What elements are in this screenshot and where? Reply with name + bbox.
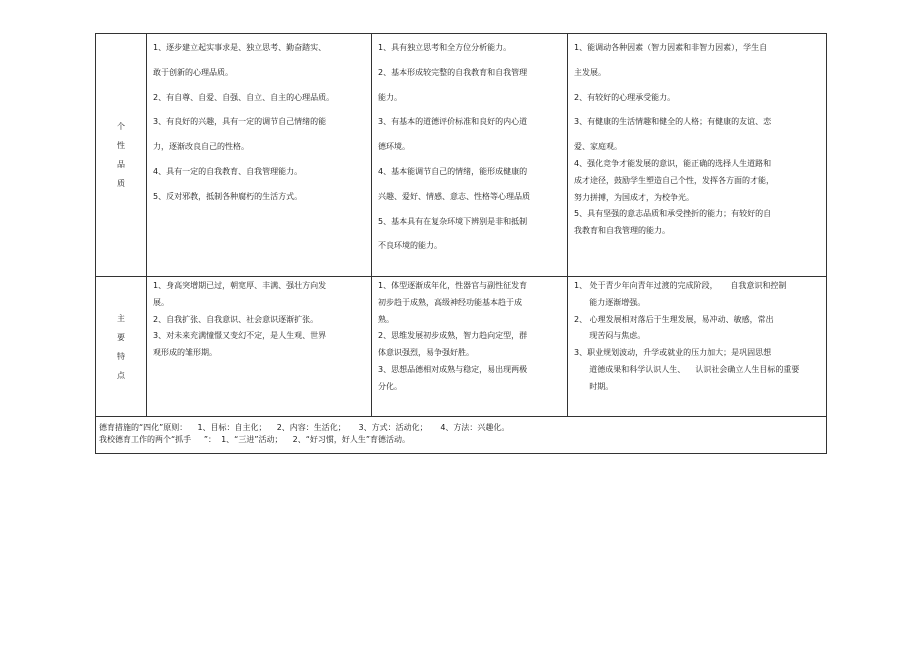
cell-line: 3、对未来充满憧憬又变幻不定，是人生观、世界	[153, 331, 327, 341]
cell-line: 2、思维发展初步成熟，智力趋向定型，群	[378, 331, 528, 341]
cell-line: 3、思想品德相对成熟与稳定，易出现两极	[378, 364, 528, 374]
row-header-char: 性	[117, 141, 125, 150]
cell-line: 5、基本具有在复杂环境下辨别是非和抵制	[378, 216, 528, 226]
cell-line: 敢于创新的心理品质。	[153, 67, 233, 77]
cell-line: 3、有健康的生活情趣和健全的人格；有健康的友谊、恋	[574, 117, 772, 127]
cell-line: 2、有较好的心理承受能力。	[574, 92, 676, 102]
moral-education-table	[95, 33, 827, 454]
cell-characteristics-grade-1	[147, 277, 372, 417]
cell-line: 爱、家庭观。	[574, 142, 622, 152]
cell-line: 现苦闷与焦虑。	[574, 331, 646, 341]
cell-line: 我教育和自我管理的能力。	[574, 226, 670, 236]
cell-line: 能力逐渐增强。	[574, 297, 646, 307]
cell-line: 能力。	[378, 92, 402, 102]
row-header-char: 个	[117, 122, 125, 131]
cell-line: 分化。	[378, 381, 402, 391]
footer-activities-line: 我校德育工作的两个“抓手 ”： 1、“三进”活动； 2、“好习惯，好人生”育德活动。	[99, 435, 411, 444]
row-header-personality	[96, 34, 147, 277]
document-sheet	[95, 33, 826, 454]
cell-line: 1、体型逐渐成年化，性器官与副性征发育	[378, 281, 528, 290]
table-row-footer	[96, 417, 827, 454]
table-row-characteristics	[96, 277, 827, 417]
cell-line: 时期。	[574, 381, 614, 391]
table-row-personality	[96, 34, 827, 277]
cell-line: 道德成果和科学认识人生、 认识社会确立人生目标的重要	[574, 364, 800, 374]
cell-line: 兴趣、爱好、情感、意志、性格等心理品质	[378, 191, 530, 201]
cell-line: 努力拼搏，为国成才，为校争光。	[574, 192, 694, 202]
cell-line: 1、能调动各种因素（智力因素和非智力因素），学生自	[574, 43, 768, 52]
cell-characteristics-grade-2	[372, 277, 568, 417]
cell-line: 德环境。	[378, 142, 410, 152]
cell-line: 熟。	[378, 314, 394, 324]
row-header-characteristics	[96, 277, 147, 417]
cell-line: 4、具有一定的自我教育、自我管理能力。	[153, 166, 303, 176]
cell-line: 成才途径，鼓励学生塑造自己个性，发挥各方面的才能，	[574, 175, 774, 185]
row-header-char: 特	[117, 351, 125, 361]
cell-line: 5、反对邪教，抵制各种腐朽的生活方式。	[153, 191, 303, 201]
cell-line: 3、职业规划波动，升学或就业的压力加大；是巩固思想	[574, 348, 772, 358]
cell-line: 3、有基本的道德评价标准和良好的内心道	[378, 117, 528, 127]
cell-line: 体意识强烈，易争强好胜。	[378, 348, 474, 358]
cell-personality-grade-3	[568, 34, 827, 277]
cell-line: 主发展。	[574, 67, 606, 77]
cell-line: 4、基本能调节自己的情绪，能形成健康的	[378, 166, 528, 176]
cell-line: 观形成的雏形期。	[153, 348, 217, 358]
cell-line: 3、有良好的兴趣，具有一定的调节自己情绪的能	[153, 117, 327, 127]
cell-line: 5、具有坚强的意志品质和承受挫折的能力；有较好的自	[574, 209, 772, 219]
cell-personality-grade-1	[147, 34, 372, 277]
cell-line: 2、有自尊、自爱、自强、自立、自主的心理品质。	[153, 92, 335, 102]
cell-line: 初步趋于成熟，高级神经功能基本趋于成	[378, 297, 522, 307]
row-header-char: 点	[117, 370, 125, 380]
cell-line: 2、自我扩张、自我意识、社会意识逐渐扩张。	[153, 314, 319, 324]
cell-line: 不良环境的能力。	[378, 241, 442, 251]
cell-line: 1、具有独立思考和全方位分析能力。	[378, 43, 512, 52]
cell-line: 2、基本形成较完整的自我教育和自我管理	[378, 67, 528, 77]
cell-line: 1、逐步建立起实事求是、独立思考、勤奋踏实、	[153, 43, 327, 52]
row-header-char: 要	[117, 332, 125, 342]
row-header-char: 主	[117, 313, 125, 323]
row-header-char: 质	[117, 179, 125, 188]
cell-personality-grade-2	[372, 34, 568, 277]
cell-line: 2、 心理发展相对落后于生理发展，易冲动、敏感，常出	[574, 314, 774, 324]
cell-line: 4、强化竞争才能发展的意识，能正确的选择人生道路和	[574, 158, 772, 168]
footer-principles-line: 德育措施的“四化”原则： 1、目标：自主化； 2、内容：生活化； 3、方式：活动化； 4、方法：兴趣化。	[99, 423, 510, 432]
cell-line: 展。	[153, 297, 169, 307]
cell-line: 1、身高突增期已过，朝宽厚、丰满、强壮方向发	[153, 281, 327, 290]
cell-characteristics-grade-3	[568, 277, 827, 417]
footer-cell	[96, 417, 827, 454]
cell-line: 力，逐渐改良自己的性格。	[153, 142, 249, 152]
row-header-char: 品	[117, 160, 125, 169]
cell-line: 1、 处于青少年向青年过渡的完成阶段， 自我意识和控制	[574, 281, 787, 290]
